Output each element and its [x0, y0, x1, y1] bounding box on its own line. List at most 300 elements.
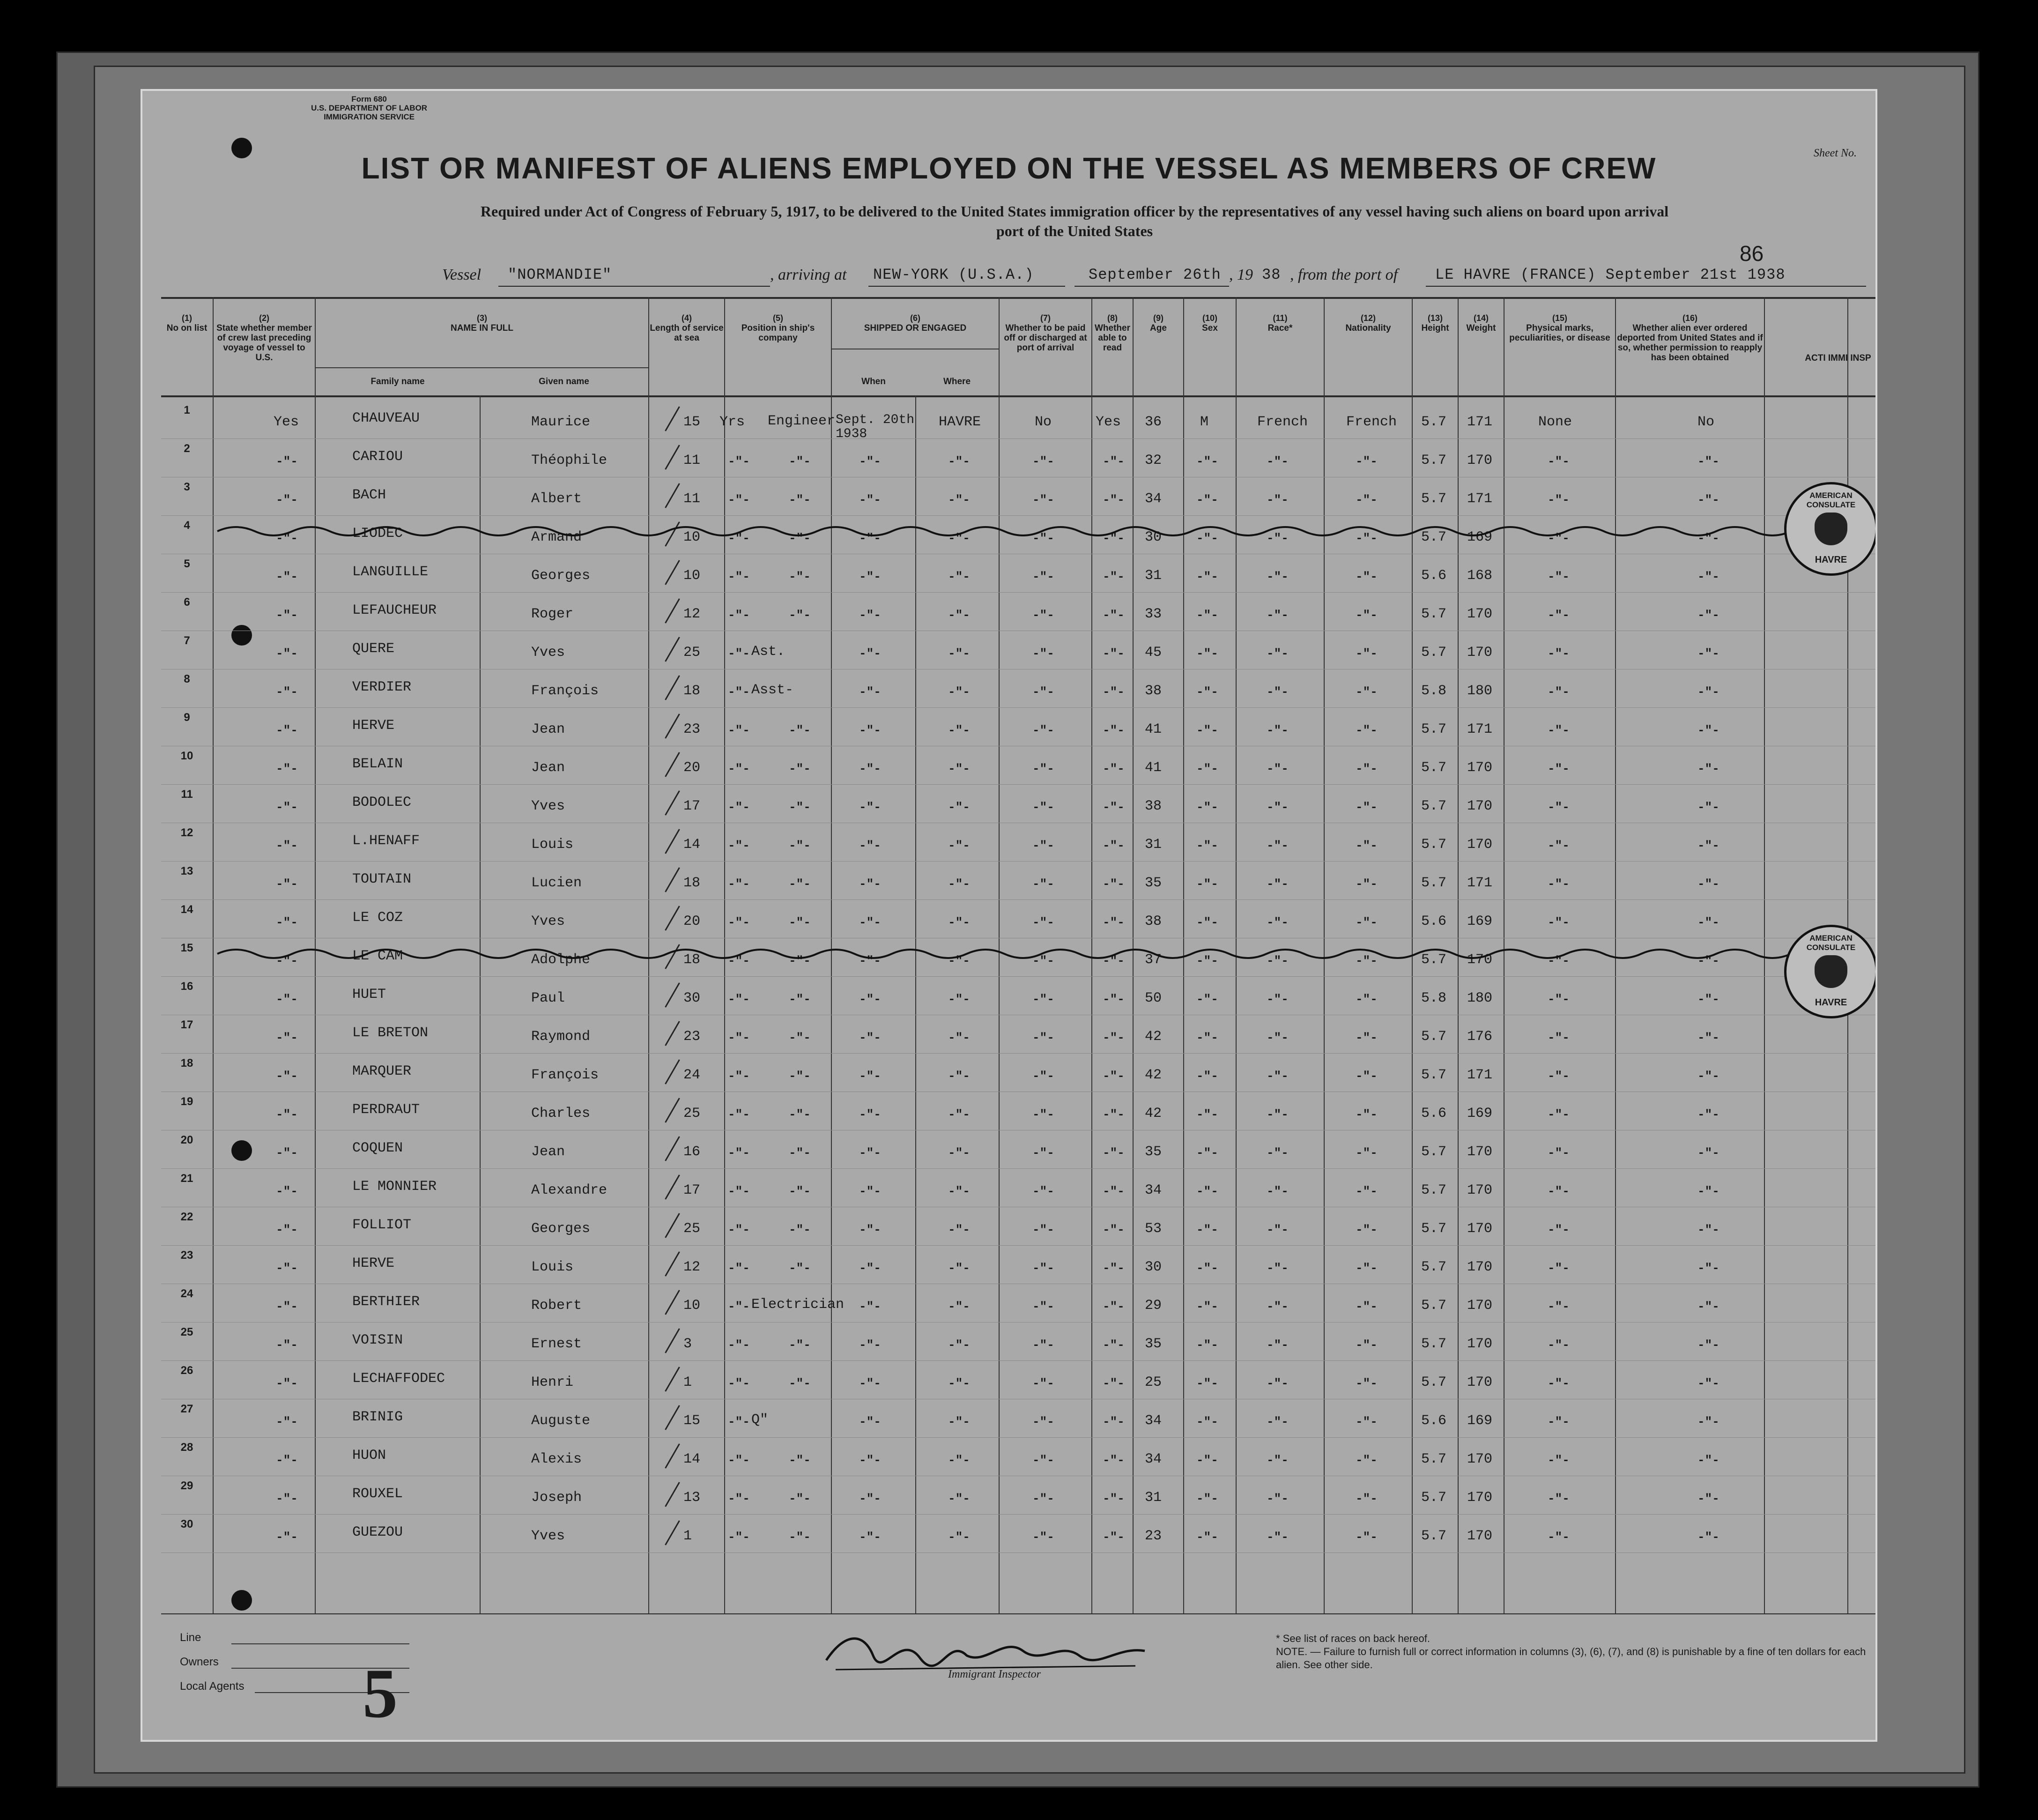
height: 5.7	[1421, 1528, 1447, 1544]
ditto-mark: -"-	[859, 531, 881, 545]
ditto-mark: -"-	[1356, 915, 1378, 929]
header-nationality: (12) Nationality	[1345, 313, 1391, 333]
weight: 171	[1467, 1067, 1493, 1083]
ditto-mark: -"-	[1103, 877, 1125, 891]
header-deported: (16) Whether alien ever ordered deported from United States and if so, whether permission to reapply has been obtained	[1617, 313, 1763, 363]
ditto-mark: -"-	[859, 1031, 881, 1045]
given-name: Adolphe	[531, 952, 591, 968]
given-name: Yves	[531, 914, 565, 929]
ditto-mark: -"-	[1032, 1492, 1054, 1506]
service-length: 20	[683, 914, 701, 929]
ditto-mark: -"-	[789, 1492, 811, 1506]
ditto-mark: -"-	[948, 954, 970, 968]
ditto-mark: -"-	[1356, 723, 1378, 737]
ditto-mark: -"-	[728, 1069, 750, 1083]
ditto-mark: -"-	[859, 915, 881, 929]
ditto-mark: -"-	[1548, 1184, 1570, 1198]
ditto-mark: -"-	[789, 762, 811, 776]
given-name: François	[531, 683, 599, 699]
ditto-mark: -"-	[789, 570, 811, 584]
vessel-label: Vessel	[442, 266, 482, 283]
ditto-mark: -"-	[1548, 954, 1570, 968]
weight: 169	[1467, 914, 1493, 929]
family-name: BRINIG	[352, 1409, 403, 1425]
ditto-mark: -"-	[1548, 1453, 1570, 1467]
ditto-mark: -"-	[1032, 531, 1054, 545]
ditto-mark: -"-	[1103, 1107, 1125, 1122]
ditto-mark: -"-	[1196, 1069, 1218, 1083]
ditto-mark: -"-	[276, 1338, 298, 1352]
age: 41	[1145, 760, 1162, 776]
stamp-top-text: AMERICAN CONSULATE	[1806, 934, 1856, 952]
service-length: 18	[683, 875, 701, 891]
row-number: 21	[180, 1172, 193, 1185]
row-number: 4	[184, 519, 190, 532]
ditto-mark: -"-	[1356, 1069, 1378, 1083]
deported: No	[1697, 414, 1715, 430]
ditto-mark: -"-	[1103, 1415, 1125, 1429]
strike-lines	[142, 91, 1875, 1740]
ditto-mark: -"-	[1548, 915, 1570, 929]
ditto-mark: -"-	[1548, 992, 1570, 1006]
ditto-mark: -"-	[1548, 570, 1570, 584]
family-name: PERDRAUT	[352, 1102, 420, 1118]
header-family-name: Family name	[371, 377, 425, 386]
family-name: LEFAUCHEUR	[352, 602, 437, 618]
row-number: 27	[180, 1403, 193, 1415]
given-name: François	[531, 1067, 599, 1083]
page-title: LIST OR MANIFEST OF ALIENS EMPLOYED ON THE VESSEL AS MEMBERS OF CREW	[361, 151, 1657, 185]
age: 42	[1145, 1067, 1162, 1083]
given-name: Auguste	[531, 1413, 591, 1429]
ditto-mark: -"-	[1548, 493, 1570, 507]
ditto-mark: -"-	[789, 1223, 811, 1237]
service-length: 20	[683, 760, 701, 776]
weight: 171	[1467, 875, 1493, 891]
ditto-mark: -"-	[1548, 1300, 1570, 1314]
family-name: GUEZOU	[352, 1524, 403, 1540]
from-port: LE HAVRE (FRANCE) September 21st 1938	[1435, 266, 1786, 283]
ditto-mark: -"-	[948, 1376, 970, 1390]
age: 36	[1145, 414, 1162, 430]
ditto-mark: -"-	[1356, 646, 1378, 661]
given-name: Louis	[531, 1259, 574, 1275]
ditto-mark: -"-	[1356, 685, 1378, 699]
ditto-mark: -"-	[789, 1107, 811, 1122]
given-name: Alexandre	[531, 1182, 608, 1198]
ditto-mark: -"-	[789, 1376, 811, 1390]
ditto-mark: -"-	[1697, 1223, 1719, 1237]
row-number: 28	[180, 1441, 193, 1454]
ditto-mark: -"-	[1697, 1300, 1719, 1314]
service-length: 12	[683, 1259, 701, 1275]
height: 5.7	[1421, 798, 1447, 814]
ditto-mark: -"-	[728, 1376, 750, 1390]
age: 42	[1145, 1106, 1162, 1122]
given-name: Théophile	[531, 453, 608, 468]
ditto-mark: -"-	[1032, 954, 1054, 968]
service-length: 10	[683, 529, 701, 545]
ditto-mark: -"-	[1032, 1338, 1054, 1352]
ditto-mark: -"-	[789, 877, 811, 891]
ditto-mark: -"-	[276, 762, 298, 776]
ditto-mark: -"-	[1548, 1031, 1570, 1045]
row-number: 5	[184, 557, 190, 570]
ditto-mark: -"-	[276, 1184, 298, 1198]
service-length: 25	[683, 1221, 701, 1237]
weight: 170	[1467, 1144, 1493, 1160]
ditto-mark: -"-	[276, 1530, 298, 1544]
weight: 171	[1467, 721, 1493, 737]
ditto-mark: -"-	[1103, 454, 1125, 468]
ditto-mark: -"-	[1267, 839, 1289, 853]
ditto-mark: -"-	[1032, 1261, 1054, 1275]
ditto-mark: -"-	[859, 1376, 881, 1390]
stamp-bottom-text: HAVRE	[1815, 997, 1847, 1008]
ditto-mark: -"-	[1267, 954, 1289, 968]
ditto-mark: -"-	[1032, 1453, 1054, 1467]
position: Q"	[751, 1412, 769, 1428]
ditto-mark: -"-	[859, 570, 881, 584]
header-age: (9) Age	[1150, 313, 1167, 333]
ditto-mark: -"-	[728, 915, 750, 929]
family-name: FOLLIOT	[352, 1217, 412, 1233]
age: 42	[1145, 1029, 1162, 1045]
ditto-mark: -"-	[948, 531, 970, 545]
ditto-mark: -"-	[1548, 1146, 1570, 1160]
ditto-mark: -"-	[1697, 839, 1719, 853]
from-label: , from the port of	[1290, 266, 1398, 283]
ditto-mark: -"-	[1548, 685, 1570, 699]
ditto-mark: -"-	[1548, 1069, 1570, 1083]
ditto-mark: -"-	[728, 762, 750, 776]
ditto-mark: -"-	[1697, 646, 1719, 661]
ditto-mark: -"-	[1356, 1261, 1378, 1275]
family-name: COQUEN	[352, 1140, 403, 1156]
ditto-mark: -"-	[276, 954, 298, 968]
given-name: Alexis	[531, 1451, 582, 1467]
ditto-mark: -"-	[728, 531, 750, 545]
ditto-mark: -"-	[1103, 954, 1125, 968]
ditto-mark: -"-	[1103, 1300, 1125, 1314]
row-number: 10	[180, 750, 193, 762]
ditto-mark: -"-	[1356, 1031, 1378, 1045]
ditto-mark: -"-	[1267, 1261, 1289, 1275]
weight: 170	[1467, 1528, 1493, 1544]
row-number: 1	[184, 404, 190, 416]
height: 5.7	[1421, 837, 1447, 853]
ditto-mark: -"-	[1267, 493, 1289, 507]
header-service: (4) Length of service at sea	[650, 313, 724, 343]
ditto-mark: -"-	[789, 1453, 811, 1467]
weight: 170	[1467, 1259, 1493, 1275]
ditto-mark: -"-	[948, 915, 970, 929]
ditto-mark: -"-	[1356, 1223, 1378, 1237]
ditto-mark: -"-	[1356, 454, 1378, 468]
row-number: 18	[180, 1057, 193, 1070]
family-name: HUON	[352, 1448, 386, 1463]
ditto-mark: -"-	[1697, 915, 1719, 929]
family-name: LE COZ	[352, 910, 403, 926]
ditto-mark: -"-	[859, 1261, 881, 1275]
ditto-mark: -"-	[728, 493, 750, 507]
ditto-mark: -"-	[1103, 762, 1125, 776]
ditto-mark: -"-	[789, 1031, 811, 1045]
ditto-mark: -"-	[1267, 800, 1289, 814]
row-number: 9	[184, 711, 190, 724]
row-number: 25	[180, 1326, 193, 1338]
ditto-mark: -"-	[1103, 839, 1125, 853]
height: 5.6	[1421, 568, 1447, 584]
ditto-mark: -"-	[728, 685, 750, 699]
ditto-mark: -"-	[1267, 915, 1289, 929]
given-name: Lucien	[531, 875, 582, 891]
header-height: (13) Height	[1421, 313, 1449, 333]
height: 5.8	[1421, 990, 1447, 1006]
ditto-mark: -"-	[1196, 1530, 1218, 1544]
race: French	[1257, 414, 1308, 430]
ditto-mark: -"-	[948, 1530, 970, 1544]
age: 35	[1145, 875, 1162, 891]
weight: 170	[1467, 1451, 1493, 1467]
ditto-mark: -"-	[1697, 1146, 1719, 1160]
ditto-mark: -"-	[1356, 1376, 1378, 1390]
family-name: CARIOU	[352, 449, 403, 465]
ditto-mark: -"-	[276, 877, 298, 891]
ditto-mark: -"-	[728, 454, 750, 468]
ditto-mark: -"-	[1548, 839, 1570, 853]
ditto-mark: -"-	[1103, 992, 1125, 1006]
age: 33	[1145, 606, 1162, 622]
ditto-mark: -"-	[1196, 531, 1218, 545]
position: Ast.	[751, 644, 786, 660]
ditto-mark: -"-	[276, 646, 298, 661]
weight: 170	[1467, 1336, 1493, 1352]
ditto-mark: -"-	[1356, 877, 1378, 891]
ditto-mark: -"-	[789, 1184, 811, 1198]
ditto-mark: -"-	[948, 493, 970, 507]
weight: 171	[1467, 491, 1493, 507]
given-name: Yves	[531, 645, 565, 661]
ditto-mark: -"-	[1032, 1031, 1054, 1045]
ditto-mark: -"-	[1697, 1530, 1719, 1544]
ditto-mark: -"-	[1356, 800, 1378, 814]
ditto-mark: -"-	[1697, 1492, 1719, 1506]
ditto-mark: -"-	[1356, 493, 1378, 507]
ditto-mark: -"-	[1103, 531, 1125, 545]
ditto-mark: -"-	[1032, 992, 1054, 1006]
age: 25	[1145, 1374, 1162, 1390]
given-name: Joseph	[531, 1490, 582, 1506]
height: 5.7	[1421, 760, 1447, 776]
ditto-mark: -"-	[1548, 1223, 1570, 1237]
height: 5.7	[1421, 645, 1447, 661]
weight: 170	[1467, 1298, 1493, 1314]
ditto-mark: -"-	[1196, 762, 1218, 776]
ditto-mark: -"-	[1032, 723, 1054, 737]
age: 41	[1145, 721, 1162, 737]
weight: 180	[1467, 683, 1493, 699]
header-no: (1) No on list	[166, 313, 208, 333]
age: 31	[1145, 837, 1162, 853]
ditto-mark: -"-	[948, 877, 970, 891]
ditto-mark: -"-	[1267, 570, 1289, 584]
ditto-mark: -"-	[1548, 1530, 1570, 1544]
height: 5.7	[1421, 1336, 1447, 1352]
height: 5.7	[1421, 1451, 1447, 1467]
weight: 169	[1467, 1106, 1493, 1122]
service-unit: Yrs	[719, 414, 745, 430]
ditto-mark: -"-	[1356, 992, 1378, 1006]
ditto-mark: -"-	[1103, 1146, 1125, 1160]
ditto-mark: -"-	[276, 454, 298, 468]
fine-note: NOTE. — Failure to furnish full or correct information in columns (3), (6), (7), and (8) is punishable by a fine of ten dollars for each alien. See other side.	[1276, 1646, 1866, 1671]
ditto-mark: -"-	[1196, 685, 1218, 699]
height: 5.7	[1421, 414, 1447, 430]
ditto-mark: -"-	[1032, 646, 1054, 661]
subtitle-line-2: port of the United States	[996, 223, 1153, 239]
service-length: 23	[683, 1029, 701, 1045]
age: 32	[1145, 453, 1162, 468]
weight: 180	[1467, 990, 1493, 1006]
ditto-mark: -"-	[1032, 915, 1054, 929]
given-name: Maurice	[531, 414, 591, 430]
ditto-mark: -"-	[1697, 800, 1719, 814]
ditto-mark: -"-	[1356, 1107, 1378, 1122]
ditto-mark: -"-	[859, 1300, 881, 1314]
ditto-mark: -"-	[1103, 1031, 1125, 1045]
age: 35	[1145, 1144, 1162, 1160]
ditto-mark: -"-	[1196, 839, 1218, 853]
ditto-mark: -"-	[1032, 454, 1054, 468]
family-name: MARQUER	[352, 1063, 412, 1079]
given-name: Jean	[531, 721, 565, 737]
ditto-mark: -"-	[1697, 493, 1719, 507]
ditto-mark: -"-	[728, 1530, 750, 1544]
ditto-mark: -"-	[728, 877, 750, 891]
header-race: (11) Race*	[1267, 313, 1293, 333]
ditto-mark: -"-	[789, 608, 811, 622]
ditto-mark: -"-	[1697, 531, 1719, 545]
age: 38	[1145, 798, 1162, 814]
weight: 170	[1467, 1221, 1493, 1237]
ditto-mark: -"-	[728, 608, 750, 622]
ditto-mark: -"-	[859, 608, 881, 622]
ditto-mark: -"-	[1356, 1415, 1378, 1429]
ditto-mark: -"-	[1103, 800, 1125, 814]
ditto-mark: -"-	[859, 646, 881, 661]
weight: 170	[1467, 837, 1493, 853]
ditto-mark: -"-	[789, 1338, 811, 1352]
consulate-stamp	[1784, 482, 1877, 576]
given-name: Yves	[531, 1528, 565, 1544]
ditto-mark: -"-	[276, 1031, 298, 1045]
ditto-mark: -"-	[1267, 1223, 1289, 1237]
service-length: 1	[683, 1528, 692, 1544]
ditto-mark: -"-	[948, 839, 970, 853]
ditto-mark: -"-	[948, 608, 970, 622]
ditto-mark: -"-	[728, 723, 750, 737]
ditto-mark: -"-	[1103, 608, 1125, 622]
ditto-mark: -"-	[1267, 1069, 1289, 1083]
ditto-mark: -"-	[1196, 1146, 1218, 1160]
ditto-mark: -"-	[1103, 723, 1125, 737]
footer-note	[1276, 1632, 1866, 1671]
ditto-mark: -"-	[948, 992, 970, 1006]
given-name: Armand	[531, 529, 582, 545]
family-name: QUERE	[352, 641, 395, 657]
ditto-mark: -"-	[948, 723, 970, 737]
able-to-read: Yes	[1096, 414, 1121, 430]
family-name: BERTHIER	[352, 1294, 420, 1310]
given-name: Robert	[531, 1298, 582, 1314]
row-number: 23	[180, 1249, 193, 1262]
family-name: ROUXEL	[352, 1486, 403, 1502]
row-number: 14	[180, 903, 193, 916]
ditto-mark: -"-	[1697, 1453, 1719, 1467]
family-name: TOUTAIN	[352, 871, 412, 887]
position: Electrician	[751, 1297, 845, 1313]
ditto-mark: -"-	[1196, 1223, 1218, 1237]
age: 34	[1145, 1182, 1162, 1198]
ditto-mark: -"-	[1548, 1107, 1570, 1122]
height: 5.6	[1421, 914, 1447, 929]
footer-owners-label: Owners	[180, 1656, 219, 1668]
service-length: 24	[683, 1067, 701, 1083]
service-length: 17	[683, 1182, 701, 1198]
shipped-where: HAVRE	[939, 414, 981, 430]
age: 35	[1145, 1336, 1162, 1352]
service-length: 13	[683, 1490, 701, 1506]
ditto-mark: -"-	[1103, 1492, 1125, 1506]
ditto-mark: -"-	[859, 1146, 881, 1160]
service-length: 14	[683, 837, 701, 853]
row-number: 2	[184, 442, 190, 455]
ditto-mark: -"-	[728, 1146, 750, 1160]
ditto-mark: -"-	[1196, 992, 1218, 1006]
ditto-mark: -"-	[728, 1300, 750, 1314]
row-number: 24	[180, 1287, 193, 1300]
ditto-mark: -"-	[276, 1300, 298, 1314]
ditto-mark: -"-	[948, 1223, 970, 1237]
ditto-mark: -"-	[1196, 570, 1218, 584]
weight: 170	[1467, 1490, 1493, 1506]
ditto-mark: -"-	[948, 646, 970, 661]
ditto-mark: -"-	[1267, 1338, 1289, 1352]
ditto-mark: -"-	[1196, 1453, 1218, 1467]
height: 5.7	[1421, 721, 1447, 737]
age: 30	[1145, 1259, 1162, 1275]
height: 5.7	[1421, 1259, 1447, 1275]
service-length: 15	[683, 414, 701, 430]
family-name: LANGUILLE	[352, 564, 429, 580]
ditto-mark: -"-	[1196, 1107, 1218, 1122]
ditto-mark: -"-	[1697, 1376, 1719, 1390]
ditto-mark: -"-	[1267, 1146, 1289, 1160]
ditto-mark: -"-	[1196, 1031, 1218, 1045]
ditto-mark: -"-	[276, 723, 298, 737]
ditto-mark: -"-	[276, 992, 298, 1006]
family-name: L.HENAFF	[352, 833, 420, 849]
ditto-mark: -"-	[1103, 493, 1125, 507]
ditto-mark: -"-	[728, 800, 750, 814]
arrival-date: September 26th	[1089, 266, 1221, 283]
ditto-mark: -"-	[1196, 800, 1218, 814]
age: 29	[1145, 1298, 1162, 1314]
ditto-mark: -"-	[859, 1107, 881, 1122]
service-length: 1	[683, 1374, 692, 1390]
service-length: 18	[683, 952, 701, 968]
